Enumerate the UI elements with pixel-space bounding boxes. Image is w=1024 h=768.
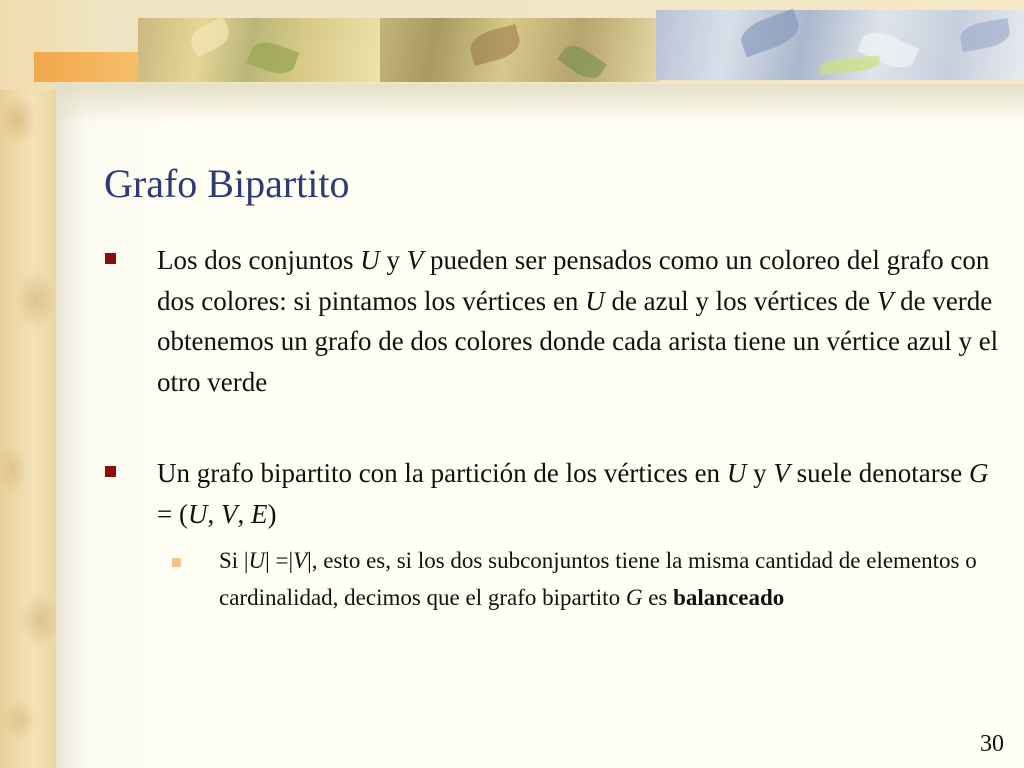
bullet-square-icon	[105, 253, 116, 264]
bullet-text-1: Los dos conjuntos U y V pueden ser pensados como un coloreo del grafo con dos colores: si pintamos los vértices en U de azul y los vértices de V de verde obtenemos un grafo de dos colores donde cada arista tiene un vértice azul y el otro verde	[157, 245, 999, 397]
bullet-square-icon	[105, 466, 116, 477]
bullet-text-2: Un grafo bipartito con la partición de los vértices en U y V suele denotarse G = (U, V, E)	[157, 458, 989, 529]
slide-title: Grafo Bipartito	[104, 161, 350, 206]
sub-bullet-square-icon	[172, 558, 181, 567]
banner-orange-strip	[34, 52, 144, 82]
banner-leaf-strip-2	[380, 18, 660, 82]
decorative-banner	[0, 0, 1024, 90]
sub-bullet-text: Si |U| =|V|, esto es, si los dos subconjuntos tiene la misma cantidad de elementos o cardinalidad, decimos que el grafo bipartito G es balanceado	[219, 548, 977, 610]
panel-shadow	[56, 84, 1024, 124]
page-number: 30	[980, 731, 1004, 757]
parchment-texture	[0, 0, 60, 768]
